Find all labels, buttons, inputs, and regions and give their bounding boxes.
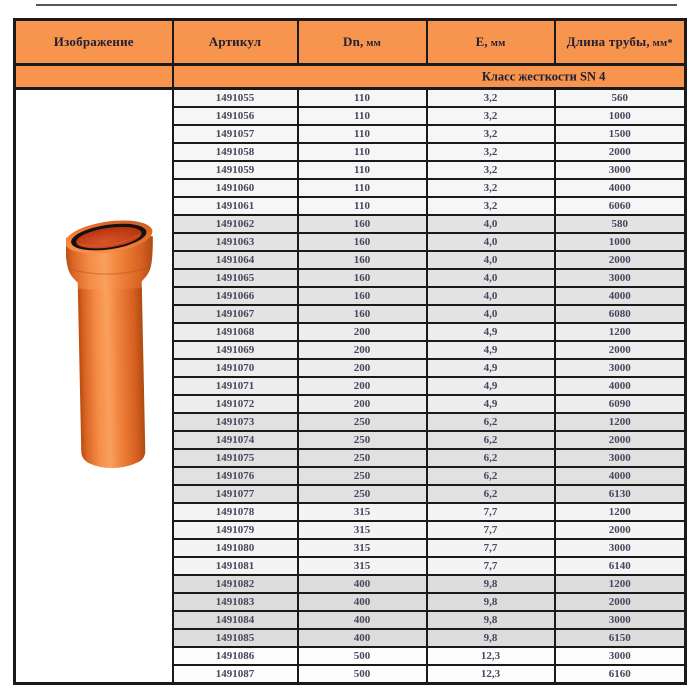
dn-cell: 250 <box>298 413 427 431</box>
stiffness-class-label: Класс жесткости SN 4 <box>481 69 606 83</box>
dn-cell: 400 <box>298 611 427 629</box>
pipe-spec-table <box>13 18 687 685</box>
length-cell: 4000 <box>555 179 686 197</box>
articul-cell: 1491055 <box>173 89 298 108</box>
articul-cell: 1491063 <box>173 233 298 251</box>
articul-cell: 1491072 <box>173 395 298 413</box>
dn-cell: 250 <box>298 431 427 449</box>
length-cell: 3000 <box>555 647 686 665</box>
length-cell: 1500 <box>555 125 686 143</box>
articul-cell: 1491071 <box>173 377 298 395</box>
table-body <box>15 89 686 684</box>
dn-cell: 315 <box>298 557 427 575</box>
dn-cell: 500 <box>298 665 427 684</box>
e-cell: 9,8 <box>427 593 555 611</box>
dn-cell: 160 <box>298 287 427 305</box>
e-cell: 3,2 <box>427 197 555 215</box>
subheader-row <box>15 65 686 89</box>
dn-cell: 200 <box>298 359 427 377</box>
dn-cell: 200 <box>298 377 427 395</box>
page-top-edge-line <box>36 4 677 6</box>
header-unit: мм* <box>649 38 673 49</box>
dn-cell: 500 <box>298 647 427 665</box>
articul-cell: 1491079 <box>173 521 298 539</box>
length-cell: 6160 <box>555 665 686 684</box>
e-cell: 7,7 <box>427 557 555 575</box>
e-cell: 4,9 <box>427 359 555 377</box>
articul-cell: 1491067 <box>173 305 298 323</box>
dn-cell: 400 <box>298 629 427 647</box>
header-label: Dn, <box>343 34 364 49</box>
articul-cell: 1491056 <box>173 107 298 125</box>
dn-cell: 160 <box>298 233 427 251</box>
e-cell: 6,2 <box>427 467 555 485</box>
e-cell: 6,2 <box>427 431 555 449</box>
length-cell: 6090 <box>555 395 686 413</box>
length-cell: 4000 <box>555 287 686 305</box>
articul-cell: 1491058 <box>173 143 298 161</box>
header-cell-dn <box>298 20 427 65</box>
header-row <box>15 20 686 65</box>
e-cell: 3,2 <box>427 125 555 143</box>
dn-cell: 110 <box>298 179 427 197</box>
articul-cell: 1491068 <box>173 323 298 341</box>
articul-cell: 1491082 <box>173 575 298 593</box>
e-cell: 3,2 <box>427 107 555 125</box>
dn-cell: 160 <box>298 251 427 269</box>
subheader-empty-cell <box>15 65 173 89</box>
length-cell: 6130 <box>555 485 686 503</box>
dn-cell: 160 <box>298 269 427 287</box>
e-cell: 6,2 <box>427 485 555 503</box>
e-cell: 7,7 <box>427 539 555 557</box>
articul-cell: 1491083 <box>173 593 298 611</box>
length-cell: 1200 <box>555 503 686 521</box>
length-cell: 2000 <box>555 593 686 611</box>
dn-cell: 315 <box>298 539 427 557</box>
length-cell: 580 <box>555 215 686 233</box>
e-cell: 3,2 <box>427 143 555 161</box>
dn-cell: 110 <box>298 143 427 161</box>
length-cell: 2000 <box>555 341 686 359</box>
articul-cell: 1491081 <box>173 557 298 575</box>
length-cell: 3000 <box>555 539 686 557</box>
dn-cell: 315 <box>298 521 427 539</box>
header-cell-image <box>15 20 173 65</box>
length-cell: 1200 <box>555 323 686 341</box>
table-row <box>15 89 686 108</box>
dn-cell: 160 <box>298 215 427 233</box>
length-cell: 1200 <box>555 575 686 593</box>
header-cell-articul <box>173 20 298 65</box>
length-cell: 3000 <box>555 269 686 287</box>
articul-cell: 1491065 <box>173 269 298 287</box>
pipe-group <box>66 215 156 469</box>
length-cell: 1000 <box>555 233 686 251</box>
dn-cell: 250 <box>298 467 427 485</box>
dn-cell: 200 <box>298 323 427 341</box>
articul-cell: 1491077 <box>173 485 298 503</box>
length-cell: 6060 <box>555 197 686 215</box>
dn-cell: 110 <box>298 161 427 179</box>
length-cell: 4000 <box>555 377 686 395</box>
articul-cell: 1491073 <box>173 413 298 431</box>
pipe-photo-svg <box>66 213 156 471</box>
e-cell: 12,3 <box>427 665 555 684</box>
articul-cell: 1491059 <box>173 161 298 179</box>
length-cell: 2000 <box>555 143 686 161</box>
dn-cell: 110 <box>298 89 427 108</box>
header-unit: мм <box>363 38 381 49</box>
articul-cell: 1491076 <box>173 467 298 485</box>
articul-cell: 1491062 <box>173 215 298 233</box>
length-cell: 3000 <box>555 611 686 629</box>
header-unit: мм <box>487 38 506 49</box>
articul-cell: 1491087 <box>173 665 298 684</box>
e-cell: 7,7 <box>427 521 555 539</box>
e-cell: 4,9 <box>427 323 555 341</box>
articul-cell: 1491080 <box>173 539 298 557</box>
length-cell: 560 <box>555 89 686 108</box>
length-cell: 3000 <box>555 449 686 467</box>
e-cell: 4,0 <box>427 287 555 305</box>
header-label: Изображение <box>53 34 134 49</box>
dn-cell: 110 <box>298 125 427 143</box>
length-cell: 2000 <box>555 521 686 539</box>
e-cell: 12,3 <box>427 647 555 665</box>
length-cell: 6080 <box>555 305 686 323</box>
e-cell: 3,2 <box>427 161 555 179</box>
articul-cell: 1491064 <box>173 251 298 269</box>
length-cell: 2000 <box>555 431 686 449</box>
dn-cell: 200 <box>298 395 427 413</box>
length-cell: 3000 <box>555 161 686 179</box>
dn-cell: 315 <box>298 503 427 521</box>
e-cell: 6,2 <box>427 449 555 467</box>
dn-cell: 250 <box>298 449 427 467</box>
e-cell: 4,9 <box>427 377 555 395</box>
articul-cell: 1491074 <box>173 431 298 449</box>
e-cell: 7,7 <box>427 503 555 521</box>
length-cell: 6150 <box>555 629 686 647</box>
e-cell: 3,2 <box>427 179 555 197</box>
length-cell: 4000 <box>555 467 686 485</box>
e-cell: 9,8 <box>427 611 555 629</box>
header-label: Длина трубы, <box>566 34 650 49</box>
articul-cell: 1491057 <box>173 125 298 143</box>
header-label: Артикул <box>208 34 262 49</box>
header-cell-length <box>555 20 686 65</box>
articul-cell: 1491078 <box>173 503 298 521</box>
articul-cell: 1491061 <box>173 197 298 215</box>
articul-cell: 1491084 <box>173 611 298 629</box>
subheader-merged-cell <box>173 65 686 89</box>
articul-cell: 1491075 <box>173 449 298 467</box>
length-cell: 1000 <box>555 107 686 125</box>
dn-cell: 200 <box>298 341 427 359</box>
dn-cell: 110 <box>298 197 427 215</box>
length-cell: 2000 <box>555 251 686 269</box>
dn-cell: 400 <box>298 575 427 593</box>
header-cell-e <box>427 20 555 65</box>
articul-cell: 1491060 <box>173 179 298 197</box>
articul-cell: 1491085 <box>173 629 298 647</box>
articul-cell: 1491086 <box>173 647 298 665</box>
pipe-image-cell <box>15 89 173 684</box>
dn-cell: 400 <box>298 593 427 611</box>
articul-cell: 1491066 <box>173 287 298 305</box>
pipe-image <box>66 213 156 471</box>
length-cell: 6140 <box>555 557 686 575</box>
dn-cell: 250 <box>298 485 427 503</box>
header-label: E, <box>475 34 488 49</box>
e-cell: 4,0 <box>427 251 555 269</box>
e-cell: 4,0 <box>427 215 555 233</box>
e-cell: 4,9 <box>427 395 555 413</box>
e-cell: 4,0 <box>427 269 555 287</box>
e-cell: 4,0 <box>427 233 555 251</box>
articul-cell: 1491070 <box>173 359 298 377</box>
e-cell: 4,9 <box>427 341 555 359</box>
dn-cell: 160 <box>298 305 427 323</box>
e-cell: 6,2 <box>427 413 555 431</box>
e-cell: 9,8 <box>427 575 555 593</box>
articul-cell: 1491069 <box>173 341 298 359</box>
length-cell: 1200 <box>555 413 686 431</box>
e-cell: 9,8 <box>427 629 555 647</box>
dn-cell: 110 <box>298 107 427 125</box>
e-cell: 4,0 <box>427 305 555 323</box>
length-cell: 3000 <box>555 359 686 377</box>
e-cell: 3,2 <box>427 89 555 108</box>
